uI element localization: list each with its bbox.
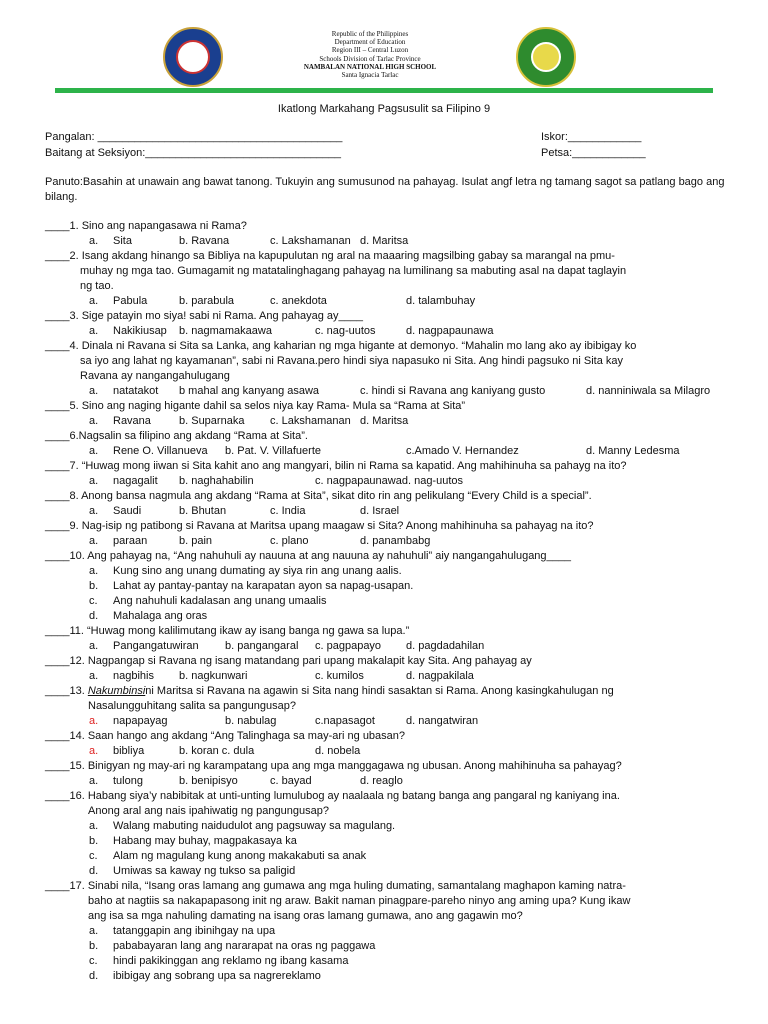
question-11: ____11. “Huwag mong kalilimutang ikaw ay isang banga ng gawa sa lupa.” (45, 625, 410, 637)
option-letter: a. (89, 715, 99, 727)
option-d: d. nagpakilala (406, 670, 474, 682)
option-c: c. anekdota (270, 295, 327, 307)
option-a: Nakikiusap (113, 325, 167, 337)
option-a: tulong (113, 775, 143, 787)
school-header (0, 0, 768, 92)
option-b: b. pain (179, 535, 213, 547)
option-d: d. nagpapaunawa (406, 325, 494, 337)
baitang-field[interactable]: Baitang at Seksiyon:________________________________ (45, 147, 342, 159)
option-c: c. bayad (270, 775, 312, 787)
iskor-field[interactable]: Iskor:____________ (541, 131, 642, 143)
header-school-name: NAMBALAN NATIONAL HIGH SCHOOL (303, 62, 437, 71)
option-b: Lahat ay pantay-pantay na karapatan ayon sa napag-usapan. (113, 580, 414, 592)
question-5: ____5. Sino ang naging higante dahil sa selos niya kay Rama- Mula sa “Rama at Sita” (45, 400, 466, 412)
option-b: b. Ravana (179, 235, 230, 247)
option-letter: b. (89, 580, 99, 592)
exam-title: Ikatlong Markahang Pagsusulit sa Filipino 9 (277, 103, 491, 115)
question-2-line: ng tao. (80, 280, 114, 292)
option-c: c.Amado V. Hernandez (406, 445, 519, 457)
option-c: Alam ng magulang kung anong makakabuti sa anak (113, 850, 367, 862)
header-line: Republic of the Philippines (331, 30, 409, 38)
option-b: b. nagkunwari (179, 670, 248, 682)
question-7: ____7. “Huwag mong iiwan si Sita kahit ano ang mangyari, bilin ni Rama sa kapatid. Ang mahihinuha sa pahayg na ito? (45, 460, 627, 472)
option-letter: c. (89, 955, 98, 967)
option-a: Walang mabuting naidudulot ang pagsuway sa magulang. (113, 820, 396, 832)
option-b: pababayaran lang ang nararapat na oras ng paggawa (113, 940, 376, 952)
option-letter: d. (89, 610, 99, 622)
option-d: d. Manny Ledesma (586, 445, 680, 457)
question-13-number: ____13. (45, 685, 85, 697)
option-d: d. panambabg (360, 535, 431, 547)
option-letter: a. (89, 670, 99, 682)
option-b: b mahal ang kanyang asawa (179, 385, 320, 397)
option-letter: c. (89, 850, 98, 862)
option-b: b. benipisyo (179, 775, 238, 787)
option-c: hindi pakikinggan ang reklamo ng ibang kasama (113, 955, 349, 967)
option-d: d. Israel (360, 505, 400, 517)
option-a: paraan (113, 535, 148, 547)
question-15: ____15. Binigyan ng may-ari ng karampatang upa ang mga manggagawa ng ubusan. Anong mahihinuha sa pahayag? (45, 760, 622, 772)
option-c: c. hindi si Ravana ang kaniyang gusto (360, 385, 546, 397)
option-d: d. Maritsa (360, 415, 409, 427)
question-16: ____16. Habang siya’y nabibitak at unti-unting lumulubog ay naalaala ng batang banga ang pangaral ng kaniyang ina. (45, 790, 620, 802)
option-d: Umiwas sa kaway ng tukso sa paligid (113, 865, 296, 877)
option-letter: a. (89, 775, 99, 787)
question-13-text: ni Maritsa si Ravana na agawin si Sita nang hindi sasaktan si Rama. Anong kasingkahulugan ng (145, 685, 614, 697)
option-a: Saudi (113, 505, 142, 517)
option-letter: a. (89, 640, 99, 652)
option-c: c.napasagot (315, 715, 375, 727)
option-letter: c. (89, 595, 98, 607)
option-b: b. Pat. V. Villafuerte (225, 445, 322, 457)
option-c: c. kumilos (315, 670, 364, 682)
option-letter: a. (89, 235, 99, 247)
option-a: nagagalit (113, 475, 158, 487)
option-letter: a. (89, 535, 99, 547)
option-d: Mahalaga ang oras (113, 610, 208, 622)
option-c: c. Lakshamanan (270, 235, 351, 247)
question-16-line: Anong aral ang nais ipahiwatig ng pangungusap? (88, 805, 329, 817)
option-d: d. talambuhay (406, 295, 476, 307)
option-letter: d. (89, 865, 99, 877)
option-d: d. nobela (315, 745, 361, 757)
option-b: b. naghahabilin (179, 475, 254, 487)
option-b: b. parabula (179, 295, 235, 307)
question-10: ____10. Ang pahayag na, “Ang nahuhuli ay nauuna at ang nauuna ay nahuhuli” aiy nangangahulugang____ (45, 550, 572, 562)
question-17-line: baho at nagtiis sa nakapapasong init ng araw. Bakit naman pinagpare-pareho ninyo ang aming upa? Kung ikaw (88, 895, 631, 907)
option-a: Pangangatuwiran (113, 640, 199, 652)
question-9: ____9. Nag-isip ng patibong si Ravana at Maritsa upang maagaw si Sita? Anong mahihinuha sa pahayag na ito? (45, 520, 594, 532)
option-c: c. nag-uutos (315, 325, 376, 337)
option-a: Sita (113, 235, 132, 247)
option-c: c. nagpapaunawad. nag-uutos (315, 475, 464, 487)
option-b: b. nabulag (225, 715, 277, 727)
option-c: c. pagpapayo (315, 640, 382, 652)
option-letter: a. (89, 925, 99, 937)
option-letter: a. (89, 745, 99, 757)
option-letter: d. (89, 970, 99, 982)
option-a: napapayag (113, 715, 168, 727)
question-4-line: Ravana ay nangangahulugang (80, 370, 230, 382)
option-d: d. pagdadahilan (406, 640, 485, 652)
option-a: tatanggapin ang ibinihgay na upa (113, 925, 276, 937)
option-d: ibibigay ang sobrang upa sa nagrereklamo (113, 970, 321, 982)
option-b: Habang may buhay, magpakasaya ka (113, 835, 297, 847)
school-header-text (230, 30, 510, 79)
option-letter: b. (89, 835, 99, 847)
option-a: natatakot (113, 385, 159, 397)
header-line: Region III – Central Luzon (331, 46, 409, 55)
option-letter: a. (89, 445, 99, 457)
option-a: Ravana (113, 415, 151, 427)
petsa-field[interactable]: Petsa:____________ (541, 147, 646, 159)
question-6: ____6.Nagsalin sa filipino ang akdang “Rama at Sita”. (45, 430, 308, 442)
option-letter: a. (89, 820, 99, 832)
option-a: Kung sino ang unang dumating ay siya rin ang unang aalis. (113, 565, 402, 577)
option-c: c. Lakshamanan (270, 415, 351, 427)
question-12: ____12. Nagpangap si Ravana ng isang matandang pari upang makalapit kay Sita. Ang pahayag ay (45, 655, 532, 667)
option-letter: a. (89, 415, 99, 427)
option-letter: a. (89, 505, 99, 517)
school-seal-logo (516, 27, 576, 87)
option-a: nagbihis (113, 670, 154, 682)
option-letter: a. (89, 565, 99, 577)
option-d: d. nanniniwala sa Milagro (586, 385, 711, 397)
option-b: b. Bhutan (179, 505, 227, 517)
pangalan-field[interactable]: Pangalan: ________________________________________ (45, 131, 343, 143)
instructions: Panuto:Basahin at unawain ang bawat tanong. Tukuyin ang sumusunod na pahayag. Isulat angf letra ng tamang sagot sa patlang bago ang bilang. (45, 176, 725, 203)
deped-seal-logo (163, 27, 223, 87)
header-line: Department of Education (334, 38, 406, 47)
option-b: b. pangangaral (225, 640, 299, 652)
option-a: Rene O. Villanueva (113, 445, 208, 457)
option-c: c. India (270, 505, 306, 517)
option-d: d. nangatwiran (406, 715, 479, 727)
option-d: d. reaglo (360, 775, 403, 787)
question-13-line: Nasalungguhitang salita sa pangungusap? (88, 700, 296, 712)
option-b: b. koran c. dula (179, 745, 255, 757)
question-1: ____1. Sino ang napangasawa ni Rama? (45, 220, 247, 232)
question-8: ____8. Anong bansa nagmula ang akdang “Rama at Sita”, sikat dito rin ang pelikulang “Every Child is a special”. (45, 490, 592, 502)
question-3: ____3. Sige patayin mo siya! sabi ni Rama. Ang pahayag ay____ (45, 310, 363, 322)
option-letter: a. (89, 475, 99, 487)
header-line: Santa Ignacia Tarlac (341, 71, 399, 80)
underlined-word: Nakumbinsi (87, 685, 146, 697)
question-13 (45, 685, 614, 697)
option-b: b. nagmamakaawa (179, 325, 272, 337)
option-letter: b. (89, 940, 99, 952)
question-2-line: muhay ng mga tao. Gumagamit ng matatalinghagang pahayag na lumilinang sa mabuting asal na dapat taglayin (80, 265, 627, 277)
option-letter: a. (89, 385, 99, 397)
question-4-line: sa iyo ang lahat ng kayamanan”, sabi ni Ravana.pero hindi siya napasuko ni Sita. Ang hindi pagsuko ni Sita kay (80, 355, 624, 367)
option-b: b. Suparnaka (179, 415, 245, 427)
question-14: ____14. Saan hango ang akdang “Ang Talinghaga sa may-ari ng ubasan? (45, 730, 406, 742)
option-c: c. plano (270, 535, 309, 547)
option-letter: a. (89, 325, 99, 337)
question-4: ____4. Dinala ni Ravana si Sita sa Lanka, ang kaharian ng mga higante at demonyo. “Mahalin mo lang ako ay ibibigay ko (45, 340, 637, 352)
header-line: Schools Division of Tarlac Province (319, 54, 421, 63)
option-a: bibliya (113, 745, 145, 757)
option-a: Pabula (113, 295, 148, 307)
option-c: Ang nahuhuli kadalasan ang unang umaalis (113, 595, 327, 607)
option-letter: a. (89, 295, 99, 307)
question-17: ____17. Sinabi nila, “Isang oras lamang ang gumawa ang mga huling dumating, samantalang maghapon kaming natra- (45, 880, 626, 892)
option-d: d. Maritsa (360, 235, 409, 247)
question-17-line: ang isa sa mga nahuling damating na isang oras lamang gumawa, ano ang gagawin mo? (88, 910, 523, 922)
header-divider (55, 88, 713, 93)
question-2: ____2. Isang akdang hinango sa Bibliya na kapupulutan ng aral na maaaring magsilbing gabay sa marangal na pmu- (45, 250, 615, 262)
